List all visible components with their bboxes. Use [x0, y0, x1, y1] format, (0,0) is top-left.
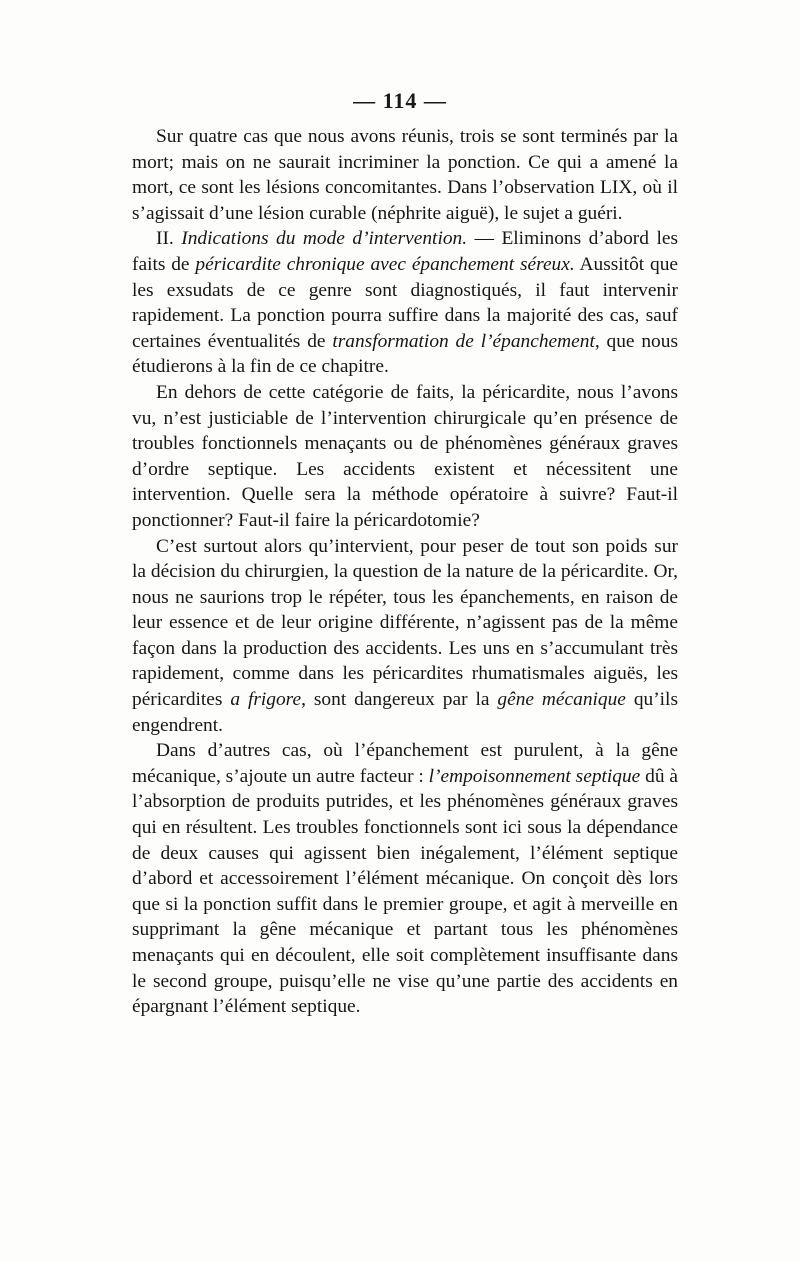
text-run: , que nous étudierons à la fin de ce chapitre. — [132, 330, 678, 378]
text-run: Dans d’autres cas, où l’épanchement est purulent, à la gêne mécanique, s’ajoute un autre facteur : — [132, 740, 678, 787]
body-text — [132, 124, 678, 1020]
paragraph — [132, 738, 678, 1020]
text-run: II. — [156, 228, 182, 250]
italic-run: l’empoisonnement septique — [428, 765, 641, 787]
text-run: qu’ils engendrent. — [132, 689, 678, 736]
italic-run: gêne mécanique — [497, 689, 626, 711]
text-run: En dehors de cette catégorie de faits, la péricardite, nous l’avons vu, n’est justiciable de l’intervention chirurgicale qu’en présence de troubles fonctionnels menaçants ou de phénomènes généraux graves d’ordre septique. Les accidents existent et nécessitent une intervention. Quelle sera la méthode opératoire à suivre? Faut-il ponctionner? Faut-il faire la péricardotomie? — [132, 381, 678, 531]
paragraph — [132, 124, 678, 226]
page-number-header: — 114 — — [353, 88, 447, 113]
text-run: dû à l’absorption de produits putrides, et les phénomènes généraux graves qui en résultent. Les troubles fonctionnels sont ici sous la dépendance de deux causes qui agissent bien inégalement, l’élément septique d’abord et accessoirement l’élément mécanique. On conçoit dès lors que si la ponction suffit dans le premier groupe, et agit à merveille en supprimant la gêne mécanique et partant tous les phénomènes menaçants qui en découlent, elle soit complètement insuffisante dans le second groupe, puisqu’elle ne vise qu’une partie des accidents en épargnant l’élément septique. — [132, 765, 678, 1018]
italic-run: transformation de l’épanchement — [332, 330, 595, 352]
italic-run: a frigore — [230, 689, 302, 711]
italic-run: Indications du mode d’intervention. — [181, 228, 468, 250]
text-run: — Eliminons d’abord les faits de — [132, 228, 678, 275]
text-run: C’est surtout alors qu’intervient, pour peser de tout son poids sur la décision du chirurgien, la question de la nature de la péricardite. Or, nous ne saurions trop le répéter, tous les épanchements, en raison de leur essence et de leur origine différente, n’agissent pas de la même façon dans la production des accidents. Les uns en s’accumulant très rapidement, comme dans les péricardites rhumatismales aiguës, les péricardites — [132, 535, 678, 711]
paragraph — [132, 226, 678, 380]
text-run: , sont dangereux par la — [301, 689, 498, 711]
paragraph — [132, 534, 678, 739]
italic-run: péricardite chronique avec épanchement séreux. — [195, 253, 575, 275]
paragraph — [132, 380, 678, 534]
text-run: Aussitôt que les exsudats de ce genre sont diagnostiqués, il faut intervenir rapidement. La ponction pourra suffire dans la majorité des cas, sauf certaines éventualités de — [132, 253, 679, 352]
text-run: Sur quatre cas que nous avons réunis, trois se sont terminés par la mort; mais on ne saurait incriminer la ponction. Ce qui a amené la mort, ce sont les lésions concomitantes. Dans l’observation LIX, où il s’agissait d’une lésion curable (néphrite aiguë), le sujet a guéri. — [132, 126, 678, 224]
